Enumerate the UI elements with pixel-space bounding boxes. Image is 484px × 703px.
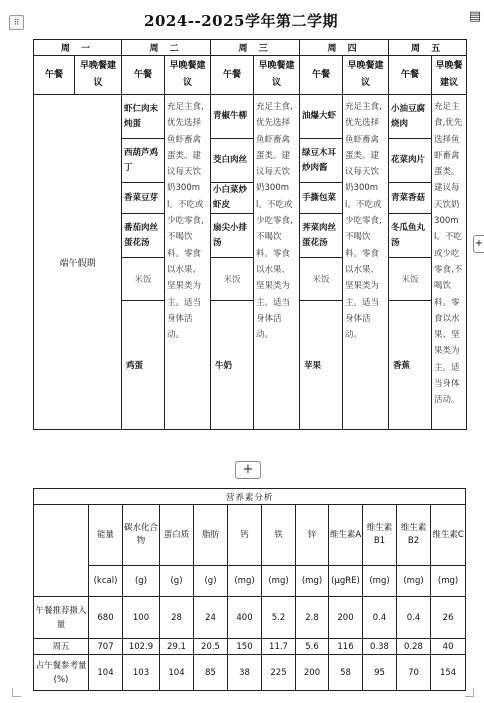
value-cell: 150 — [228, 639, 262, 655]
sub-header-row — [34, 56, 467, 95]
dish-cell: 油爆大虾 — [300, 95, 343, 139]
add-row-button[interactable]: + — [235, 461, 261, 479]
advice-cell: 充足主食,优先选择鱼虾畜禽蛋类。建议每天饮奶300ml。不吃或少吃零食,不喝饮料。零食以水果、坚果类为主。适当身体活动。 — [432, 95, 467, 430]
nutrition-row — [34, 639, 466, 655]
advice-header: 早晚餐建议 — [432, 56, 467, 95]
rice-cell: 米饭 — [389, 258, 432, 301]
fruit-cell: 香蕉 — [389, 301, 432, 430]
value-cell: 154 — [431, 655, 466, 691]
row-label: 午餐推荐摄入量 — [34, 597, 89, 639]
dish-cell: 花菜肉片 — [389, 139, 432, 183]
nutrient-header: 蛋白质 — [160, 505, 194, 566]
value-cell: 95 — [363, 655, 397, 691]
value-cell: 116 — [329, 639, 363, 655]
advice-header: 早晚餐建议 — [254, 56, 300, 95]
unit-cell: (mg) — [431, 566, 466, 597]
unit-cell: (mg) — [363, 566, 397, 597]
advice-cell: 充足主食,优先选择鱼虾畜禽蛋类。建议每天饮奶300ml。不吃或少吃零食,不喝饮料。零食以水果、坚果类为主。适当身体活动。 — [254, 95, 300, 430]
advice-header: 早晚餐建议 — [79, 61, 116, 88]
rice-cell: 米饭 — [211, 258, 254, 301]
dish-cell: 青椒牛柳 — [211, 95, 254, 139]
value-cell: 28 — [160, 597, 194, 639]
value-cell: 11.7 — [262, 639, 296, 655]
value-cell: 0.4 — [397, 597, 431, 639]
unit-cell: (kcal) — [89, 566, 123, 597]
panel-toggle-icon[interactable]: ▤ — [468, 9, 482, 24]
fruit-cell: 牛奶 — [211, 301, 254, 430]
page-title: 2024--2025学年第二学期 — [144, 12, 338, 30]
nutrient-header: 锌 — [296, 505, 329, 566]
unit-cell: (g) — [160, 566, 194, 597]
unit-cell: (mg) — [397, 566, 431, 597]
lunch-header: 午餐 — [34, 56, 75, 94]
dish-cell: 茭白肉丝 — [211, 139, 254, 183]
menu-table — [33, 39, 467, 430]
day-header: 周 三 — [211, 40, 300, 56]
row-label: 占午餐参考量(%) — [34, 655, 89, 691]
nutrient-header: 钙 — [228, 505, 262, 566]
dish-cell: 小油豆腐烧肉 — [389, 95, 432, 139]
dish-cell: 香菜豆芽 — [122, 183, 165, 214]
nutrition-title: 营养素分析 — [34, 489, 466, 505]
menu-row — [34, 95, 467, 139]
unit-cell: (g) — [194, 566, 228, 597]
value-cell: 85 — [194, 655, 228, 691]
lunch-header: 午餐 — [389, 56, 432, 95]
value-cell: 104 — [160, 655, 194, 691]
dish-cell: 小白菜炒虾皮 — [211, 183, 254, 214]
value-cell: 20.5 — [194, 639, 228, 655]
nutrient-header: 脂肪 — [194, 505, 228, 566]
unit-cell: (mg) — [262, 566, 296, 597]
value-cell: 24 — [194, 597, 228, 639]
nutrient-header: 维生素B2 — [397, 505, 431, 566]
value-cell: 200 — [329, 597, 363, 639]
value-cell: 104 — [89, 655, 123, 691]
value-cell: 225 — [262, 655, 296, 691]
value-cell: 0.38 — [363, 639, 397, 655]
value-cell: 707 — [89, 639, 123, 655]
value-cell: 103 — [123, 655, 160, 691]
advice-cell: 充足主食,优先选择鱼虾畜禽蛋类。建议每天饮奶300ml。不吃或少吃零食,不喝饮料。零食以水果、坚果类为主。适当身体活动。 — [165, 95, 211, 430]
advice-cell: 充足主食,优先选择鱼虾畜禽蛋类。建议每天饮奶300ml。不吃或少吃零食,不喝饮料。零食以水果、坚果类为主。适当身体活动。 — [343, 95, 389, 430]
dish-cell: 西葫芦鸡丁 — [122, 139, 165, 183]
lunch-header: 午餐 — [211, 56, 254, 95]
fruit-cell: 鸡蛋 — [122, 301, 165, 430]
dish-cell: 番茄肉丝蛋花汤 — [122, 214, 165, 258]
table-move-handle[interactable]: ⠿ — [9, 15, 24, 30]
dish-cell: 青菜香菇 — [389, 183, 432, 214]
day-header: 周 五 — [389, 40, 467, 56]
nutrient-header: 维生素C — [431, 505, 466, 566]
value-cell: 2.8 — [296, 597, 329, 639]
value-cell: 5.6 — [296, 639, 329, 655]
nutrient-header: 维生素A — [329, 505, 363, 566]
value-cell: 29.1 — [160, 639, 194, 655]
value-cell: 40 — [431, 639, 466, 655]
unit-cell: (g) — [123, 566, 160, 597]
nutrient-header: 能量 — [89, 505, 123, 566]
holiday-cell: 端午假期 — [34, 95, 122, 430]
value-cell: 26 — [431, 597, 466, 639]
day-header: 周 一 — [34, 40, 122, 56]
value-cell: 100 — [123, 597, 160, 639]
value-cell: 70 — [397, 655, 431, 691]
lunch-header: 午餐 — [122, 56, 165, 95]
unit-cell: (mg) — [228, 566, 262, 597]
nutrient-header: 铁 — [262, 505, 296, 566]
day-header: 周 四 — [300, 40, 389, 56]
value-cell: 0.28 — [397, 639, 431, 655]
dish-cell: 手撕包菜 — [300, 183, 343, 214]
value-cell: 38 — [228, 655, 262, 691]
page-corner-mark — [12, 688, 21, 697]
value-cell: 0.4 — [363, 597, 397, 639]
row-label: 周五 — [34, 639, 89, 655]
day-header-row — [34, 40, 467, 56]
dish-cell: 扇尖小排汤 — [211, 214, 254, 258]
dish-cell: 绿豆木耳炒肉酱 — [300, 139, 343, 183]
value-cell: 200 — [296, 655, 329, 691]
advice-header: 早晚餐建议 — [343, 56, 389, 95]
value-cell: 102.9 — [123, 639, 160, 655]
nutrient-header: 维生素B1 — [363, 505, 397, 566]
rice-cell: 米饭 — [122, 258, 165, 301]
value-cell: 5.2 — [262, 597, 296, 639]
dish-cell: 荠菜肉丝蛋花汤 — [300, 214, 343, 258]
nutrition-table — [33, 488, 466, 691]
nutrient-header: 碳水化合物 — [123, 505, 160, 566]
value-cell: 58 — [329, 655, 363, 691]
value-cell: 680 — [89, 597, 123, 639]
nutrition-row — [34, 597, 466, 639]
add-column-button[interactable]: + — [473, 235, 484, 253]
page-corner-mark — [465, 688, 474, 697]
lunch-header: 午餐 — [300, 56, 343, 95]
rice-cell: 米饭 — [300, 258, 343, 301]
dish-cell: 虾仁肉末炖蛋 — [122, 95, 165, 139]
value-cell: 400 — [228, 597, 262, 639]
unit-cell: (mg) — [296, 566, 329, 597]
day-header: 周 二 — [122, 40, 211, 56]
unit-cell: (μgRE) — [329, 566, 363, 597]
dish-cell: 冬瓜鱼丸汤 — [389, 214, 432, 258]
nutrition-row — [34, 655, 466, 691]
fruit-cell: 苹果 — [300, 301, 343, 430]
advice-header: 早晚餐建议 — [165, 56, 211, 95]
